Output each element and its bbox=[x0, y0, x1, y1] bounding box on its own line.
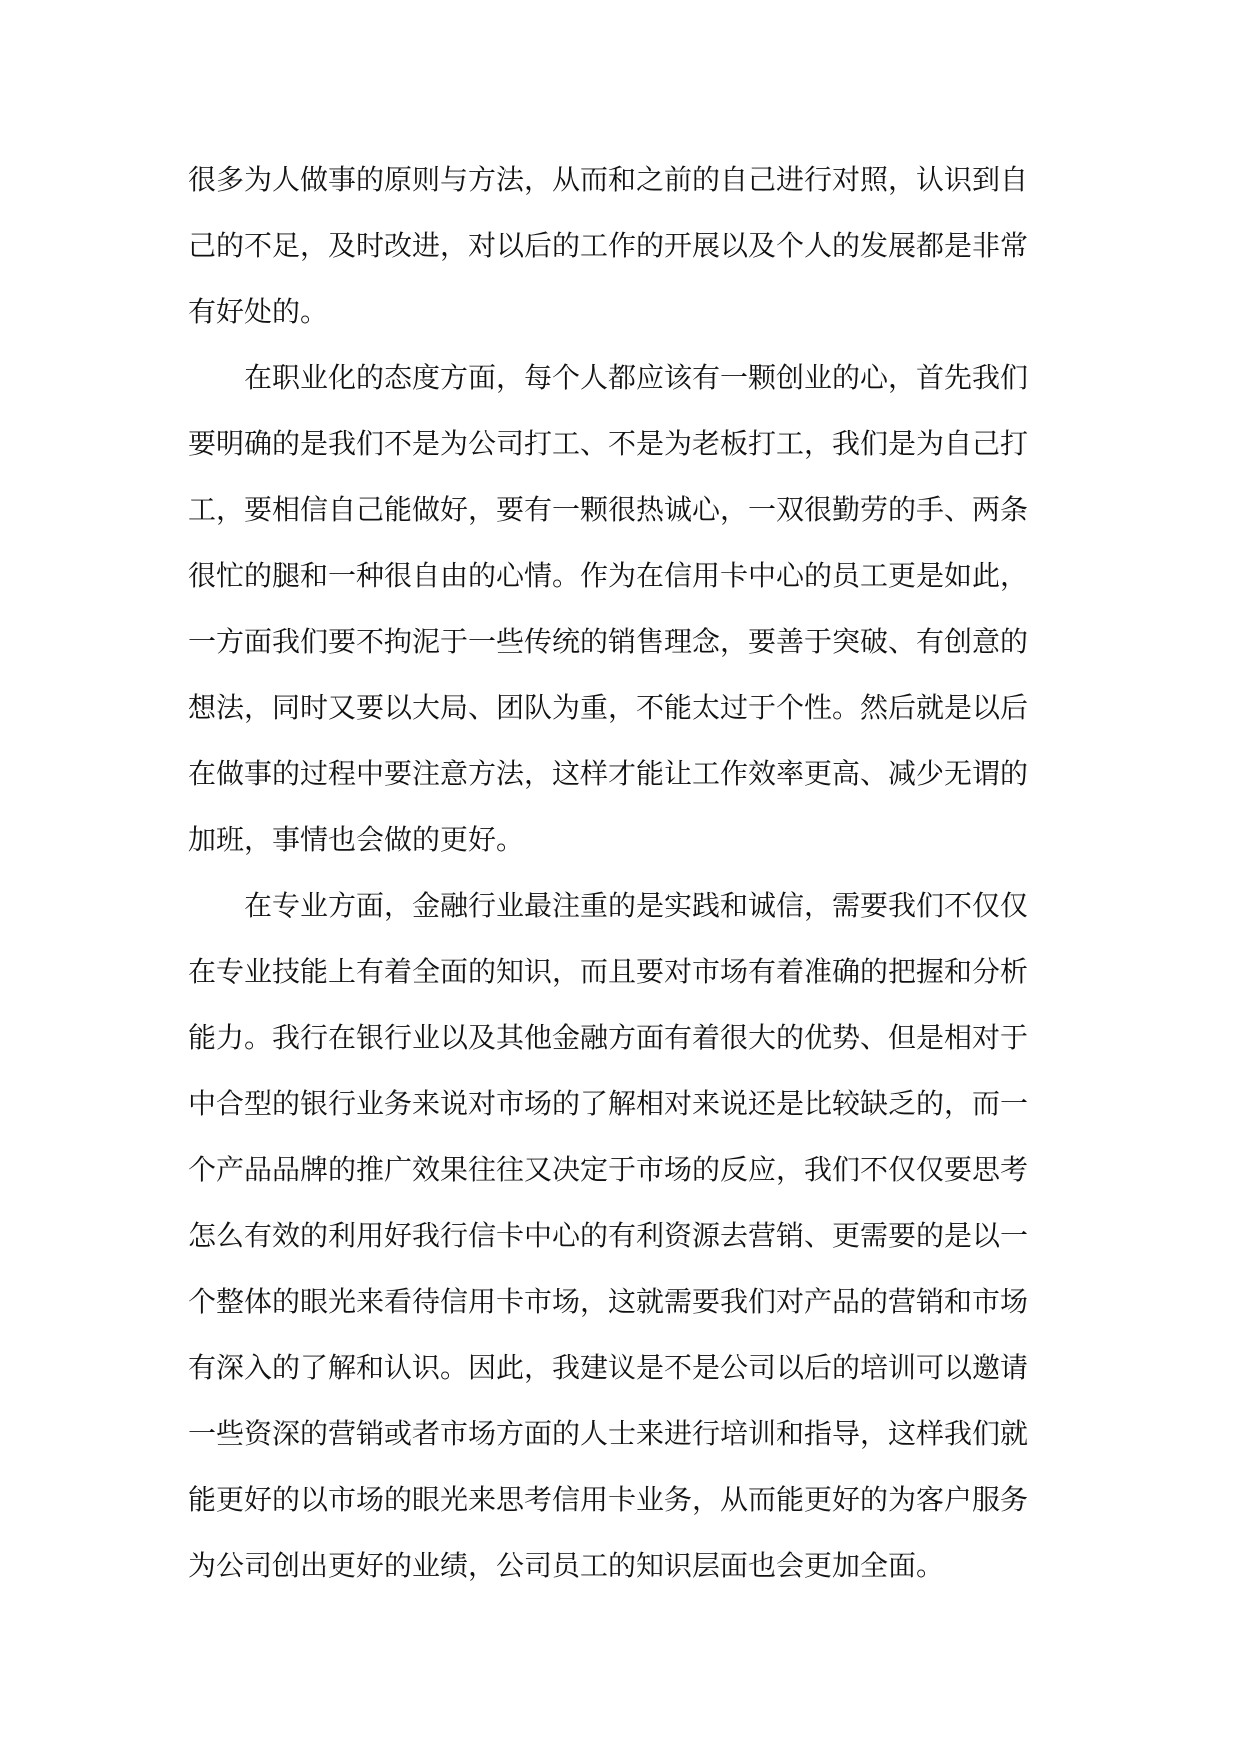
paragraph-line: 有深入的了解和认识。因此，我建议是不是公司以后的培训可以邀请 bbox=[188, 1351, 1029, 1384]
paragraph-line: 在做事的过程中要注意方法，这样才能让工作效率更高、减少无谓的 bbox=[188, 757, 1029, 790]
paragraph-line: 一些资深的营销或者市场方面的人士来进行培训和指导，这样我们就 bbox=[188, 1417, 1029, 1450]
paragraph-line: 很多为人做事的原则与方法，从而和之前的自己进行对照，认识到自 bbox=[188, 163, 1029, 196]
paragraph-line: 工，要相信自己能做好，要有一颗很热诚心，一双很勤劳的手、两条 bbox=[188, 493, 1029, 526]
paragraph-line: 为公司创出更好的业绩，公司员工的知识层面也会更加全面。 bbox=[188, 1549, 945, 1582]
paragraph-line: 己的不足，及时改进，对以后的工作的开展以及个人的发展都是非常 bbox=[188, 229, 1029, 262]
paragraph-1 bbox=[188, 160, 1068, 358]
paragraph-line: 很忙的腿和一种很自由的心情。作为在信用卡中心的员工更是如此， bbox=[188, 559, 1029, 592]
paragraph-line: 怎么有效的利用好我行信卡中心的有利资源去营销、更需要的是以一 bbox=[188, 1219, 1029, 1252]
paragraph-line: 在专业技能上有着全面的知识，而且要对市场有着准确的把握和分析 bbox=[188, 955, 1029, 988]
paragraph-3 bbox=[188, 886, 1068, 1612]
paragraph-line: 在职业化的态度方面，每个人都应该有一颗创业的心，首先我们 bbox=[244, 361, 1029, 394]
paragraph-line: 中合型的银行业务来说对市场的了解相对来说还是比较缺乏的，而一 bbox=[188, 1087, 1029, 1120]
paragraph-line: 一方面我们要不拘泥于一些传统的销售理念，要善于突破、有创意的 bbox=[188, 625, 1029, 658]
document-body bbox=[188, 160, 1068, 1612]
paragraph-line: 加班，事情也会做的更好。 bbox=[188, 823, 525, 856]
paragraph-2 bbox=[188, 358, 1068, 886]
paragraph-line: 想法，同时又要以大局、团队为重，不能太过于个性。然后就是以后 bbox=[188, 691, 1029, 724]
paragraph-line: 个整体的眼光来看待信用卡市场，这就需要我们对产品的营销和市场 bbox=[188, 1285, 1029, 1318]
paragraph-line: 能更好的以市场的眼光来思考信用卡业务，从而能更好的为客户服务 bbox=[188, 1483, 1029, 1516]
paragraph-line: 有好处的。 bbox=[188, 295, 329, 328]
paragraph-line: 个产品品牌的推广效果往往又决定于市场的反应，我们不仅仅要思考 bbox=[188, 1153, 1029, 1186]
paragraph-line: 能力。我行在银行业以及其他金融方面有着很大的优势、但是相对于 bbox=[188, 1021, 1029, 1054]
paragraph-line: 在专业方面，金融行业最注重的是实践和诚信，需要我们不仅仅 bbox=[244, 889, 1029, 922]
paragraph-line: 要明确的是我们不是为公司打工、不是为老板打工，我们是为自己打 bbox=[188, 427, 1029, 460]
